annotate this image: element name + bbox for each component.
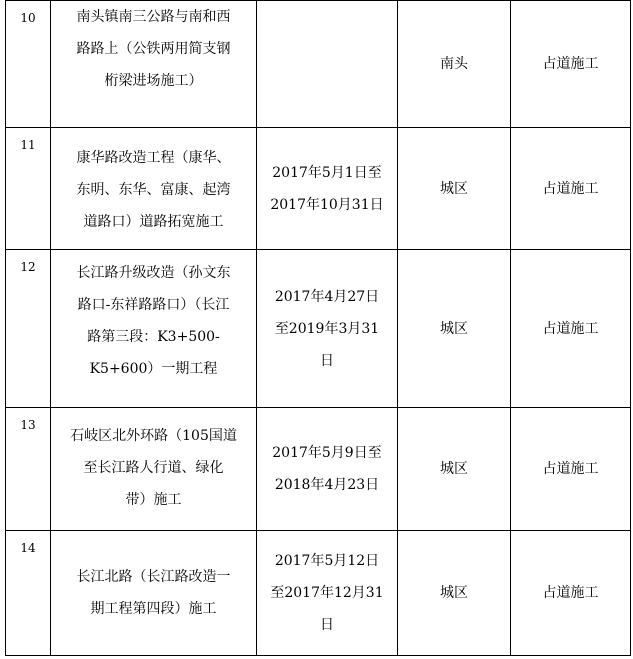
work-type-cell: 占道施工	[511, 1, 631, 128]
date-range-cell	[257, 408, 398, 531]
row-number: 10	[6, 1, 51, 128]
road-section-cell	[51, 128, 257, 250]
area-cell: 城区	[398, 531, 511, 656]
road-section-line: 期工程第四段）施工	[90, 601, 217, 617]
road-section-cell	[51, 250, 257, 408]
road-works-table	[5, 0, 631, 656]
row-number: 11	[6, 128, 51, 250]
table-row	[6, 128, 631, 250]
date-range-cell	[257, 250, 398, 408]
work-type-cell: 占道施工	[511, 250, 631, 408]
date-range-line: 至2017年12月31	[270, 585, 384, 601]
road-section-line: 长江路升级改造（孙文东	[76, 265, 231, 281]
road-section-line: 南头镇南三公路与南和西	[76, 9, 231, 25]
road-section-cell	[51, 408, 257, 531]
road-section-line: 带）施工	[125, 492, 182, 508]
date-range-line: 日	[320, 352, 334, 369]
road-section-line: 东明、东华、富康、起湾	[76, 182, 231, 198]
work-type-cell: 占道施工	[511, 128, 631, 250]
road-section-line: 路口-东祥路路口）（长江	[77, 297, 230, 313]
date-range-line: 2018年4月23日	[274, 477, 380, 493]
table-row	[6, 250, 631, 408]
date-range-line: 至2019年3月31	[274, 320, 380, 337]
area-cell: 城区	[398, 250, 511, 408]
road-section-line: 康华路改造工程（康华、	[76, 150, 231, 166]
road-section-line: 桁梁进场施工）	[104, 73, 203, 89]
road-section-line: 道路口）道路拓宽施工	[83, 214, 224, 230]
work-type-cell: 占道施工	[511, 531, 631, 656]
date-range-line: 2017年5月1日至	[272, 164, 382, 181]
area-cell: 城区	[398, 408, 511, 531]
date-range-line: 2017年5月9日至	[272, 445, 382, 461]
road-section-line: 路路上（公铁两用简支钢	[76, 41, 231, 57]
date-range-line: 2017年4月27日	[274, 288, 380, 305]
row-number: 14	[6, 531, 51, 656]
road-section-line: 长江北路（长江路改造一	[76, 569, 231, 585]
road-section-line: 路第三段：K3+500-	[87, 329, 220, 345]
date-range-line: 2017年5月12日	[274, 553, 380, 569]
date-range-cell	[257, 531, 398, 656]
date-range-cell	[257, 128, 398, 250]
road-section-line: 石岐区北外环路（105国道	[70, 428, 237, 444]
table-row	[6, 1, 631, 128]
date-range-cell	[257, 1, 398, 128]
road-section-line: 至长江路人行道、绿化	[83, 460, 224, 476]
row-number: 12	[6, 250, 51, 408]
road-section-line: K5+600）一期工程	[89, 361, 218, 377]
date-range-line: 日	[320, 617, 334, 633]
road-section-cell	[51, 1, 257, 128]
area-cell: 南头	[398, 1, 511, 128]
work-type-cell: 占道施工	[511, 408, 631, 531]
area-cell: 城区	[398, 128, 511, 250]
table-row	[6, 408, 631, 531]
table-row	[6, 531, 631, 656]
date-range-line: 2017年10月31日	[270, 196, 384, 213]
road-section-cell	[51, 531, 257, 656]
row-number: 13	[6, 408, 51, 531]
